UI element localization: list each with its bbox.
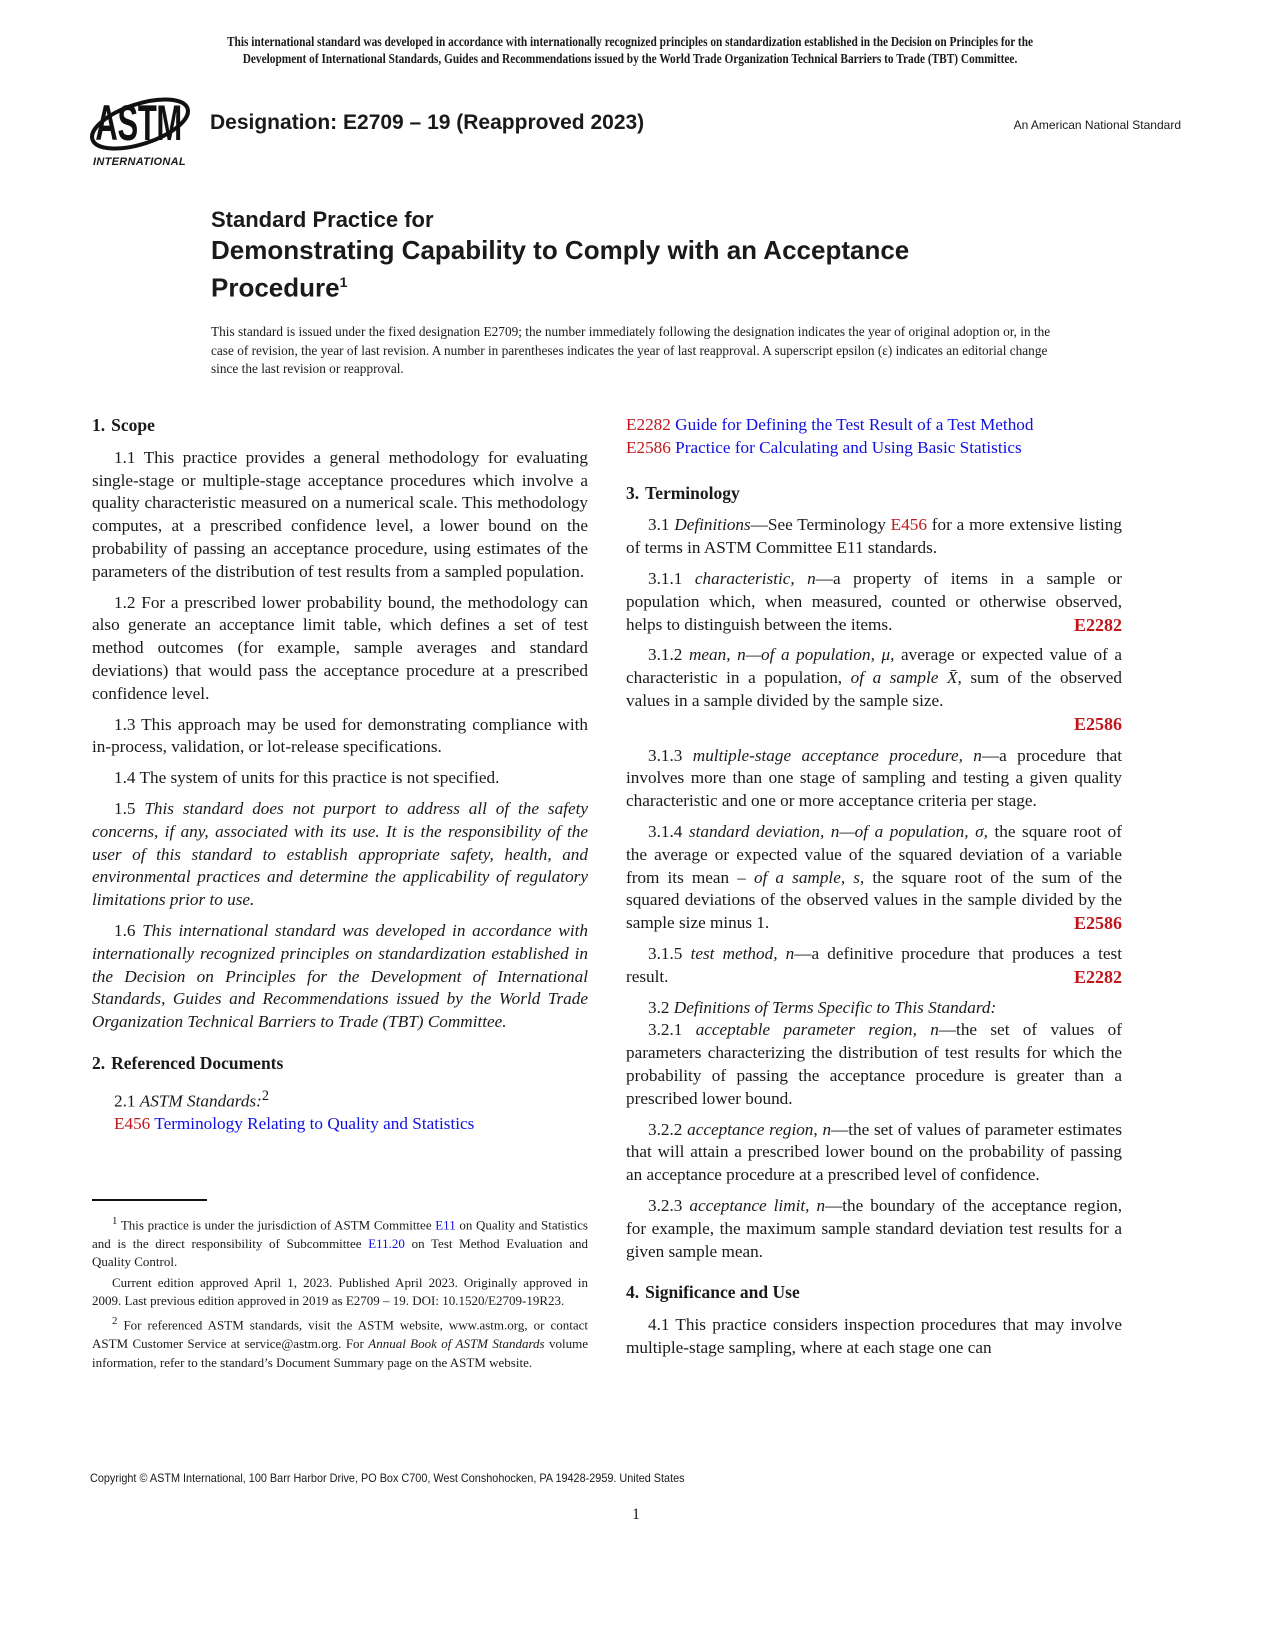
paragraph-3-2: 3.2 Definitions of Terms Specific to This Standard:: [648, 997, 997, 1017]
reference-e2282[interactable]: [626, 414, 1122, 437]
issuance-statement: This standard is issued under the fixed designation E2709; the number immediately following the designation indicates the year of original adoption or, in the case of revision, the year of last revision. A number in parentheses indicates the year of last reapproval. A superscript epsilon (ε) indicates an editorial change since the last revision or reapproval.: [211, 324, 1051, 376]
designation: Designation: E2709 – 19 (Reapproved 2023): [210, 111, 645, 134]
reference-code-link[interactable]: E456: [114, 1114, 151, 1134]
committee-e11-link[interactable]: E11: [435, 1217, 456, 1233]
source-e2586-link[interactable]: E2586: [1073, 713, 1122, 734]
paragraph-1-2: 1.2 For a prescribed lower probability bound, the methodology can also generate an acceptance limit table, which defines a set of test method outcomes (for example, sample averages and standard deviations) that would pass the acceptance procedure at a prescribed confidence level.: [92, 592, 588, 703]
paragraph-3-1-5: 3.1.5 test method, n—a definitive procedure that produces a test result. E2282: [626, 943, 1123, 987]
title-footnote-mark[interactable]: 1: [339, 274, 348, 290]
paragraph-1-1: 1.1 This practice provides a general methodology for evaluating single-stage or multiple-stage acceptance procedures which involve a quality characteristic measured on a numerical scale. This methodology computes, at a prescribed confidence level, a lower bound on the probability of passing an acceptance procedure, using estimates of the parameters of the distribution of test results from a sampled population.: [92, 447, 588, 581]
section-heading-scope: 1. Scope: [92, 415, 155, 435]
paragraph-1-6: 1.6 This international standard was developed in accordance with internationally recognized principles on standardization established in the Decision on Principles for the Development of International Standards, Guides and Recommendations issued by the World Trade Organization Technical Barriers to Trade (TBT) Committee.: [92, 920, 588, 1032]
source-e2282-link[interactable]: E2282: [1073, 966, 1122, 987]
section-heading-terminology: 3. Terminology: [626, 482, 740, 503]
reference-code-link[interactable]: E2586: [626, 437, 671, 457]
paragraph-2-1: 2.1 ASTM Standards:$^2$: [114, 1087, 270, 1111]
document-title: [211, 206, 909, 304]
paragraph-3-2-2: 3.2.2 acceptance region, n—the set of values of parameter estimates that will attain a prescribed lower bound on the probability of passing an acceptance procedure at a prescribed level of confidence.: [626, 1119, 1123, 1185]
notice-line-2: Development of International Standards, Guides and Recommendations issued by the World Trade Organization Technical Barriers to Trade (TBT) Committee.: [242, 51, 1018, 66]
paragraph-3-1-1: 3.1.1 characteristic, n—a property of items in a sample or population which, when measured, counted or otherwise observed, helps to distinguish between the items. E2282: [626, 568, 1122, 635]
footnote-1: $^1$ This practice is under the jurisdiction of ASTM Committee E11 on Quality and Statistics and is the direct responsibility of Subcommittee E11.20 on Test Method Evaluation and Quality Control.: [92, 1215, 588, 1270]
section-heading-significance-and-use: 4. Significance and Use: [626, 1282, 800, 1303]
copyright-notice: Copyright © ASTM International, 100 Barr Harbor Drive, PO Box C700, West Conshohocken, PA 19428-2959. United States: [90, 1471, 685, 1485]
title-line-1: Standard Practice for: [211, 207, 434, 232]
left-column: [92, 414, 588, 1136]
section-heading-referenced-documents: 2. Referenced Documents: [92, 1052, 284, 1073]
svg-text:ASTM: ASTM: [95, 94, 183, 151]
paragraph-3-2-3: 3.2.3 acceptance limit, n—the boundary of the acceptance region, for example, the maximum sample standard deviation test results for a given sample mean.: [626, 1195, 1123, 1261]
title-line-2: Demonstrating Capability to Comply with an Acceptance: [211, 235, 910, 265]
paragraph-1-5: 1.5 This standard does not purport to address all of the safety concerns, if any, associated with its use. It is the responsibility of the user of this standard to establish appropriate safety, health, and environmental practices and determine the applicability of regulatory limitations prior to use.: [92, 798, 588, 910]
reference-code-link[interactable]: E2282: [626, 415, 671, 434]
paragraph-1-3: 1.3 This approach may be used for demonstrating compliance with in-process, validation, or lot-release specifications.: [92, 714, 588, 757]
footnote-2-mark[interactable]: 2: [261, 1087, 270, 1104]
american-national-standard-label: An American National Standard: [1013, 118, 1181, 132]
international-standard-notice: [157, 33, 1103, 67]
paragraph-3-1: 3.1 Definitions—See Terminology E456 for a more extensive listing of terms in ASTM Committee E11 standards.: [626, 515, 1122, 558]
paragraph-3-2-1: 3.2.1 acceptable parameter region, n—the set of values of parameters characterizing the distribution of test results for which the probability of passing the acceptance procedure is greater than a prescribed lower bound.: [626, 1020, 1122, 1108]
title-line-3: Procedure$^1$: [211, 272, 348, 303]
reference-title-link[interactable]: Practice for Calculating and Using Basic Statistics: [675, 437, 1022, 457]
paragraph-4-1: 4.1 This practice considers inspection procedures that may involve multiple-stage sampling, where at each stage one can: [626, 1315, 1122, 1357]
e456-link[interactable]: E456: [890, 515, 927, 535]
footnote-divider: [92, 1199, 207, 1201]
paragraph-3-1-2: 3.1.2 mean, n—of a population, μ, average or expected value of a characteristic in a population, of a sample X̄, sum of the observed values in a sample divided by the sample size. E2586: [626, 645, 1123, 734]
notice-line-1: This international standard was developed in accordance with internationally recognized principles on standardization established in the Decision on Principles for the: [226, 34, 1034, 49]
footnote-1-edition: Current edition approved April 1, 2023. Published April 2023. Originally approved in 2009. Last previous edition approved in 2019 as E2709 – 19. DOI: 10.1520/E2709-19R23.: [92, 1274, 588, 1308]
paragraph-3-1-4: 3.1.4 standard deviation, n—of a population, σ, the square root of the average or expected value of the squared deviation of a variable from its mean – of a sample, s, the square root of the sum of the squared deviations of the observed values in the sample divided by the sample size minus 1. E2586: [626, 821, 1122, 934]
reference-e456[interactable]: [92, 1113, 588, 1136]
right-column: [626, 414, 1122, 1368]
reference-e2586[interactable]: [626, 437, 1122, 460]
logo-international-text: INTERNATIONAL: [93, 156, 186, 168]
footnote-2: $^2$ For referenced ASTM standards, visit the ASTM website, www.astm.org, or contact ASTM Customer Service at service@astm.org. For Annual Book of ASTM Standards volume information, refer to the standard’s Document Summary page on the ASTM website.: [92, 1315, 588, 1370]
source-e2282-link[interactable]: E2282: [1073, 614, 1122, 635]
source-e2586-link[interactable]: E2586: [1073, 913, 1122, 934]
paragraph-1-4: 1.4 The system of units for this practice is not specified.: [114, 768, 500, 788]
reference-title-link[interactable]: Guide for Defining the Test Result of a Test Method: [675, 415, 1034, 434]
page-number: 1: [632, 1506, 640, 1523]
footnotes: [92, 1212, 588, 1374]
paragraph-3-1-3: 3.1.3 multiple-stage acceptance procedure, n—a procedure that involves more than one stage of sampling and testing a given quality characteristic and one or more acceptance criteria per stage.: [626, 745, 1122, 811]
subcommittee-e11-20-link[interactable]: E11.20: [368, 1235, 405, 1251]
reference-title-link[interactable]: Terminology Relating to Quality and Statistics: [154, 1114, 475, 1134]
